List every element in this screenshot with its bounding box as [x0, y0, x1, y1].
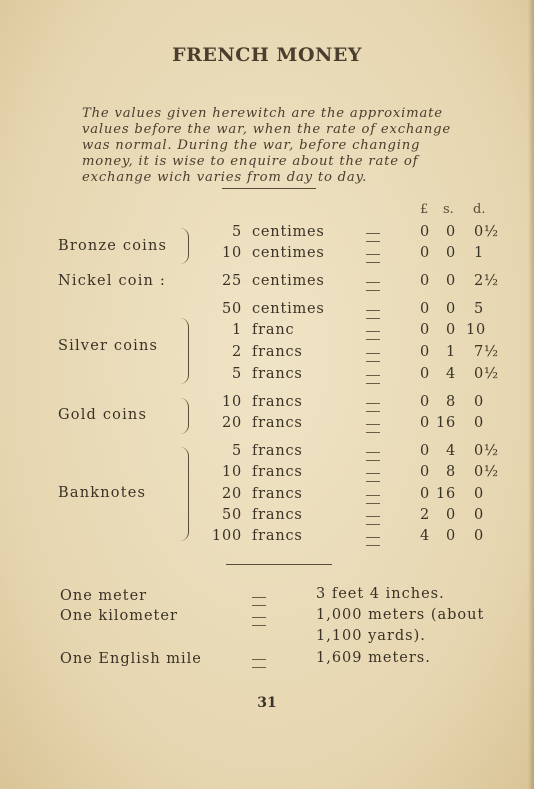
unit-cell: franc [252, 322, 295, 338]
equals-sign [366, 452, 380, 461]
pounds-cell: 0 [420, 464, 431, 480]
unit-cell: centimes [252, 224, 325, 240]
pounds-cell: 0 [420, 415, 431, 431]
shillings-cell: 0 [446, 224, 457, 240]
amount-cell: 50 [221, 507, 242, 523]
amount-cell: 10 [221, 245, 242, 261]
amount-cell: 50 [221, 301, 242, 317]
unit-cell: francs [252, 344, 303, 360]
pence-cell: 0 [474, 486, 485, 502]
shillings-cell: 8 [446, 464, 457, 480]
equals-sign [366, 353, 380, 362]
equals-sign [252, 617, 266, 626]
divider [226, 564, 332, 565]
shillings-cell: 0 [446, 301, 457, 317]
equals-sign [366, 516, 380, 525]
pence-cell: 0 [474, 528, 485, 544]
unit-cell: francs [252, 394, 303, 410]
page-title: FRENCH MONEY [172, 44, 362, 66]
group-label-bronze: Bronze coins [58, 238, 168, 254]
brace-silver [180, 318, 189, 384]
equals-sign [366, 282, 380, 291]
pence-cell: 0 [474, 394, 485, 410]
amount-cell: 5 [231, 443, 242, 459]
pounds-cell: 4 [420, 528, 431, 544]
amount-cell: 100 [211, 528, 242, 544]
unit-cell: francs [252, 366, 303, 382]
unit-cell: francs [252, 443, 303, 459]
shillings-cell: 16 [436, 486, 457, 502]
amount-cell: 10 [221, 464, 242, 480]
pounds-cell: 0 [420, 301, 431, 317]
unit-cell: centimes [252, 301, 325, 317]
shillings-cell: 0 [446, 273, 457, 289]
measure-value: 1,609 meters. [316, 650, 431, 666]
equals-sign [366, 473, 380, 482]
amount-cell: 2 [231, 344, 242, 360]
page-number: 31 [257, 695, 277, 711]
measure-name: One meter [60, 588, 148, 604]
amount-cell: 5 [231, 366, 242, 382]
equals-sign [366, 424, 380, 433]
unit-cell: francs [252, 486, 303, 502]
equals-sign [366, 254, 380, 263]
unit-cell: francs [252, 464, 303, 480]
measure-value: 1,100 yards). [316, 628, 426, 644]
pence-cell: 0½ [474, 366, 499, 382]
shillings-cell: 0 [446, 245, 457, 261]
pence-cell: 5 [474, 301, 485, 317]
shillings-cell: 1 [446, 344, 457, 360]
equals-sign [252, 659, 266, 668]
shillings-cell: 0 [446, 507, 457, 523]
page-edge [528, 0, 534, 789]
pounds-cell: 0 [420, 366, 431, 382]
equals-sign [252, 597, 266, 606]
group-label-silver: Silver coins [58, 338, 159, 354]
pounds-cell: 0 [420, 344, 431, 360]
equals-sign [366, 310, 380, 319]
measure-value: 1,000 meters (about [316, 607, 485, 623]
brace-banknotes [180, 447, 189, 541]
amount-cell: 5 [231, 224, 242, 240]
equals-sign [366, 537, 380, 546]
pence-cell: 10 [466, 322, 487, 338]
pence-cell: 0½ [474, 224, 499, 240]
shillings-header: s. [443, 202, 454, 217]
equals-sign [366, 403, 380, 412]
pence-cell: 2½ [474, 273, 499, 289]
equals-sign [366, 375, 380, 384]
pence-cell: 0½ [474, 443, 499, 459]
equals-sign [366, 233, 380, 242]
shillings-cell: 4 [446, 443, 457, 459]
brace-gold [180, 398, 189, 434]
intro-paragraph: The values given herewitch are the approximate values before the war, when the rate of exchange was normal. During the war, before changing money, it is wise to enquire about the rate of exchange wich varies from day to day. [82, 106, 451, 185]
pounds-cell: 0 [420, 224, 431, 240]
amount-cell: 1 [231, 322, 242, 338]
measure-value: 3 feet 4 inches. [316, 586, 445, 602]
measure-name: One kilometer [60, 608, 178, 624]
amount-cell: 20 [221, 415, 242, 431]
unit-cell: centimes [252, 245, 325, 261]
brace-bronze [180, 228, 189, 264]
pounds-cell: 0 [420, 394, 431, 410]
amount-cell: 10 [221, 394, 242, 410]
pence-cell: 0 [474, 415, 485, 431]
pounds-cell: 0 [420, 486, 431, 502]
unit-cell: francs [252, 415, 303, 431]
shillings-cell: 0 [446, 528, 457, 544]
measure-name: One English mile [60, 651, 202, 667]
unit-cell: centimes [252, 273, 325, 289]
pence-header: d. [473, 202, 486, 217]
shillings-cell: 0 [446, 322, 457, 338]
group-label-banknotes: Banknotes [58, 485, 147, 501]
amount-cell: 25 [221, 273, 242, 289]
unit-cell: francs [252, 528, 303, 544]
unit-cell: francs [252, 507, 303, 523]
pounds-cell: 0 [420, 443, 431, 459]
pence-cell: 0½ [474, 464, 499, 480]
pounds-cell: 0 [420, 273, 431, 289]
pounds-cell: 0 [420, 245, 431, 261]
shillings-cell: 16 [436, 415, 457, 431]
amount-cell: 20 [221, 486, 242, 502]
pence-cell: 7½ [474, 344, 499, 360]
equals-sign [366, 495, 380, 504]
divider [222, 188, 316, 189]
pence-cell: 1 [474, 245, 485, 261]
group-label-gold: Gold coins [58, 407, 148, 423]
pounds-cell: 0 [420, 322, 431, 338]
pence-cell: 0 [474, 507, 485, 523]
shillings-cell: 8 [446, 394, 457, 410]
shillings-cell: 4 [446, 366, 457, 382]
equals-sign [366, 331, 380, 340]
pounds-header: £ [420, 202, 429, 217]
group-label-nickel: Nickel coin : [58, 273, 166, 289]
pounds-cell: 2 [420, 507, 431, 523]
